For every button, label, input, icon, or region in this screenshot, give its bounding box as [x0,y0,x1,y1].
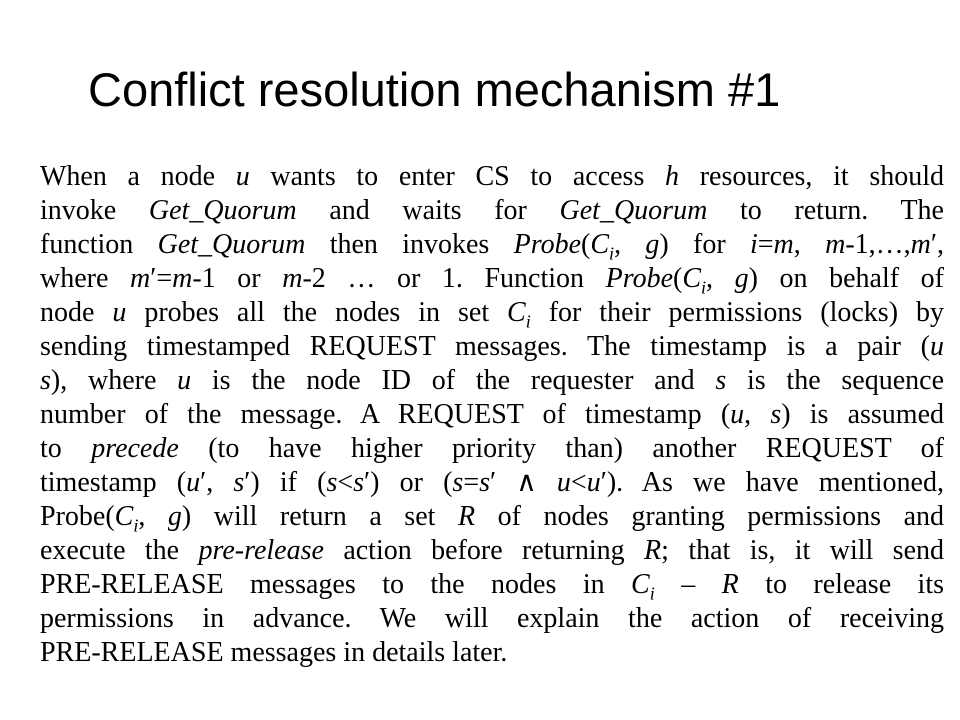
text-run: number of the message. A REQUEST of timestamp ( [40,399,731,430]
subscript-text: i [525,311,531,332]
text-line [40,602,944,636]
text-run: ′) if ( [244,467,327,498]
italic-text: m [282,263,303,294]
italic-text: u [186,467,201,498]
text-run: is the node ID of the requester and [191,365,716,396]
italic-text: Get_Quorum [148,195,297,226]
italic-text: u [730,399,745,430]
text-run: timestamp ( [40,467,187,498]
italic-text: i [749,229,758,260]
text-run: of nodes granting permissions and [475,501,945,532]
text-run: , [744,399,771,430]
text-run: sending timestamped REQUEST messages. The timestamp is a pair ( [40,331,930,362]
italic-text: R [721,569,739,600]
text-run: , [614,229,646,260]
text-run: , [706,263,735,294]
text-run: then invokes [305,229,514,260]
text-run: ( [673,263,683,294]
italic-text: s [479,467,491,498]
text-run: ′) or ( [364,467,453,498]
text-run: , [138,501,168,532]
italic-text: u [235,161,250,192]
text-run: When a node [40,161,236,192]
text-run: where [40,263,130,294]
italic-text: precede [91,433,179,464]
italic-text: s [326,467,338,498]
text-line [40,262,944,296]
text-run: PRE-RELEASE messages to the nodes in [40,569,632,600]
text-run: probes all the nodes in set [126,297,508,328]
italic-text: m [773,229,794,260]
text-run: < [570,467,587,498]
text-run: permissions in advance. We will explain the action of receiving [40,603,944,634]
text-run: and waits for [296,195,560,226]
italic-text: u [112,297,127,328]
italic-text: u [556,467,571,498]
text-run: ( [581,229,591,260]
text-run: PRE-RELEASE messages in details later. [40,637,508,668]
text-line [40,500,944,534]
text-run: to [40,433,92,464]
text-run: – [654,569,722,600]
subscript-text: i [701,277,707,298]
subscript-text: i [133,515,139,536]
italic-text: Probe [605,263,673,294]
text-run: ) for [659,229,750,260]
text-run: ′, [930,229,945,260]
text-run: Probe( [40,501,115,532]
text-line [40,160,944,194]
italic-text: m [825,229,846,260]
italic-text: m [172,263,193,294]
italic-text: s [353,467,365,498]
text-run: resources, it should [679,161,945,192]
text-run: to release its [738,569,945,600]
text-line [40,296,944,330]
text-run: execute the [40,535,199,566]
text-run: ′, [200,467,234,498]
italic-text: Get_Quorum [157,229,306,260]
italic-text: u [177,365,192,396]
text-run: -1,…, [845,229,911,260]
text-run: , [793,229,826,260]
italic-text: m [910,229,931,260]
slide-title: Conflict resolution mechanism #1 [88,63,781,116]
italic-text: u [586,467,601,498]
italic-text: s [40,365,51,396]
italic-text: g [167,501,182,532]
paragraph [40,160,944,670]
italic-text: s [233,467,245,498]
text-run: ) on behalf of [748,263,944,294]
italic-text: s [770,399,782,430]
text-run: to return. The [707,195,944,226]
text-run: invoke [40,195,149,226]
italic-text: s [452,467,464,498]
text-run: ) will return a set [181,501,458,532]
text-run: -1 or [192,263,283,294]
italic-text: R [644,535,662,566]
subscript-text: i [649,583,655,604]
text-run: (to have higher priority than) another REQUEST of [178,433,944,464]
text-run: for their permissions (locks) by [530,297,944,328]
text-run: action before returning [323,535,645,566]
italic-text: C [590,229,610,260]
italic-text: C [631,569,650,600]
text-run: is the sequence [726,365,944,396]
italic-text: m [130,263,151,294]
text-run: = [757,229,774,260]
italic-text: Probe [513,229,582,260]
italic-text: h [665,161,680,192]
text-run: ; that is, it will send [661,535,944,566]
text-run: ′). As we have mentioned, [600,467,944,498]
text-line [40,364,944,398]
text-run: < [337,467,354,498]
italic-text: u [930,331,944,362]
italic-text: C [114,501,134,532]
italic-text: C [507,297,526,328]
text-run: = [463,467,480,498]
text-run: ), where [50,365,178,396]
text-run: function [40,229,158,260]
italic-text: C [682,263,702,294]
text-run: ′ ∧ [490,467,557,498]
text-line [40,568,944,602]
text-line [40,228,944,262]
subscript-text: i [609,243,615,264]
italic-text: g [734,263,749,294]
text-line [40,466,944,500]
text-line [40,398,944,432]
italic-text: pre-release [198,535,324,566]
text-run: node [40,297,113,328]
text-line [40,432,944,466]
text-run: ) is assumed [781,399,945,430]
text-line [40,534,944,568]
text-line [40,636,944,670]
text-line [40,194,944,228]
italic-text: R [457,501,476,532]
text-run: -2 … or 1. Function [302,263,606,294]
text-line [40,330,944,364]
italic-text: Get_Quorum [559,195,708,226]
text-run: wants to enter CS to access [249,161,666,192]
text-run: ′= [150,263,173,294]
italic-text: g [645,229,660,260]
italic-text: s [715,365,727,396]
